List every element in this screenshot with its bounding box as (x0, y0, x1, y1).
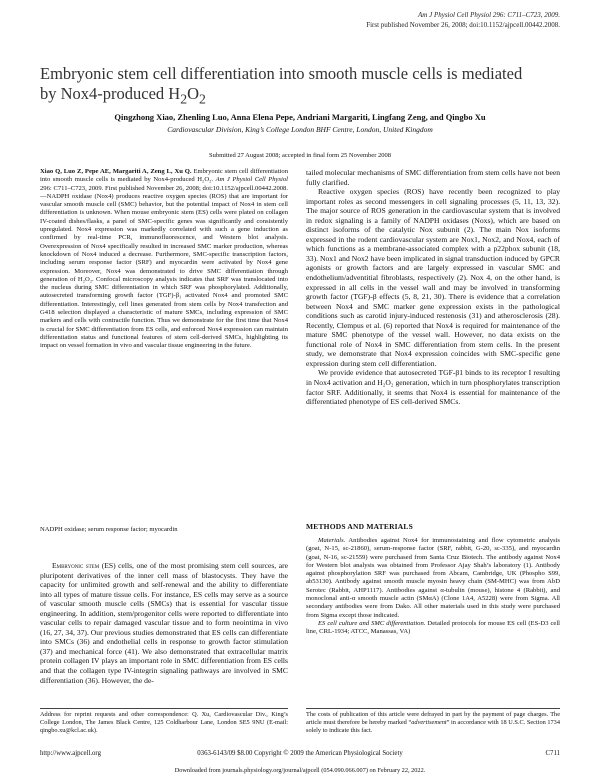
right-paragraph-2: Reactive oxygen species (ROS) have recently been recognized to play important roles as second messengers in cell signaling processes (5, 11, 13, 32). The major source of ROS generation in the cardiovascular system that is involved in redox signaling is a family of NADPH oxidases (Noxs), which are based on distinct isoforms of the catalytic Nox subunit (2). The main Nox isoforms expressed in the rodent cardiovascular system are Nox1, Nox2, and Nox4, each of which functions as a membrane-associated complex with a p22phox subunit (18, 33). Nox1 and Nox2 have been implicated in signal transduction induced by GPCR agonists or growth factors and are largely expressed in vascular SMC and endothelium/adventitial fibroblasts, respectively (2). Nox 4, on the other hand, is expressed in all cells in the vessel wall and may be involved in transforming growth factor (TGF)-β effects (5, 8, 21, 30). There is evidence that a correlation between Nox4 and SMC marker gene expression exists in the pathological conditions such as carotid injury-induced restenosis (31) and atherosclerosis (28). Recently, Clempus et al. (6) reported that Nox4 is required for maintenance of the mature SMC phenotype of the vessel wall. However, no data exists on the functional role of Nox4 in SMC differentiation from stem cells. In the present study, we demonstrate that Nox4 expression coincides with SMC-specific gene expression during stem cell differentiation. (306, 187, 560, 368)
culture-label: ES cell culture and SMC differentiation. (318, 619, 426, 627)
culture-text: Detailed protocols for mouse ES cell (ES-D3 cell line, CRL-1934; ATCC, Manassas, VA) (306, 619, 560, 636)
title-sub: 2 (180, 91, 188, 107)
methods-heading: METHODS AND MATERIALS (306, 522, 413, 531)
publication-cost-footnote (306, 711, 560, 735)
download-notice: Downloaded from journals.physiology.org/journal/ajpcell (054.090.066.007) on February 22, 2022. (174, 767, 426, 774)
affiliation: Cardiovascular Division, King’s College London BHF Centre, London, United Kingdom (167, 125, 433, 134)
correspondence-footnote: Address for reprint requests and other correspondence: Q. Xu, Cardiovascular Div., King’s College London, The James Black Centre, 125 Coldharbour Lane, London SE5 9NU (E-mail: qingbo.xu@kcl.ac.uk). (40, 711, 288, 734)
first-published-line: First published November 26, 2008; doi:10.1152/ajpcell.00442.2008. (366, 21, 560, 29)
intro-lead: Embryonic stem (52, 561, 100, 570)
intro-text: (ES) cells, one of the most promising stem cell sources, are pluripotent derivatives of the inner cell mass of blastocysts. They have the capacity for unlimited growth and self-renewal and the ability to differentiate into all types of mature tissue cells. For instance, ES cells may serve as a source of vascular smooth muscle cells (SMCs) that is essential for vascular tissue engineering. In addition, stem/progenitor cells were reported to differentiate into vascular cells to repair damaged vascular tissue and to form neointima in vivo (16, 27, 34, 37). Our previous studies demonstrated that ES cells can differentiate into SMCs (36) and endothelial cells in response to growth factor stimulation (37) and mechanical force (41). We also demonstrated that extracellular matrix protein collagen IV plays an important role in SMC differentiation from ES cells and that the collagen type IV-integrin signaling pathways are involved in SMC differentiation (36). However, the de- (40, 561, 288, 685)
author-list: Qingzhong Xiao, Zhenling Luo, Anna Elena Pepe, Andriani Margariti, Lingfang Zeng, and Qingbo Xu (114, 112, 486, 122)
abstract-body: NADPH oxidase (Nox4) produces reactive oxygen species (ROS) that are important for vascular smooth muscle cell (SMC) behavior, but the potential impact of Nox4 in stem cell differentiation is unknown. When mouse embryonic stem (ES) cells were plated on collagen IV-coated dishes/flasks, a panel of SMC-specific genes was significantly and consistently upregulated. Nox4 expression was markedly correlated with such a gene induction as confirmed by real-time PCR, immunofluorescence, and Western blot analysis. Overexpression of Nox4 specifically resulted in increased SMC marker production, whereas knockdown of Nox4 induced a decrease. Furthermore, SMC-specific transcription factors, including serum response factor (SRF) and myocardin were activated by Nox4 gene expression. Moreover, Nox4 was demonstrated to drive SMC differentiation through generation of H₂O₂. Confocal microscopy analysis indicates that SRF was translocated into the nucleus during SMC differentiation in which SRF was phosphorylated. Additionally, autosecreted transforming growth factor (TGF)-β₁ activated Nox4 and promoted SMC differentiation. Interestingly, cell lines generated from stem cells by Nox4 transfection and G418 selection displayed a characteristic of mature SMCs, including expression of SMC markers and cells with contractile function. Thus we demonstrate for the first time that Nox4 is crucial for SMC differentiation from ES cells, and enforced Nox4 expression can maintain differentiation status and functional features of stem cell-derived SMCs, highlighting its impact on vessel formation in vivo and vascular tissue engineering in the future. (40, 192, 288, 350)
title-line-2: by Nox4-produced H (40, 84, 181, 103)
abstract-citation-title: Embryonic stem cell differentiation into smooth muscle cells is mediated by Nox4-produced H₂O₂. (40, 168, 288, 184)
abstract-citation-authors: Xiao Q, Luo Z, Pepe AE, Margariti A, Zeng L, Xu Q. (40, 168, 192, 175)
page-number: C711 (545, 750, 560, 757)
right-column-intro (306, 168, 560, 407)
title-o: O (187, 84, 200, 103)
abstract (40, 168, 288, 351)
abstract-citation-journal: Am J Physiol Cell Physiol (215, 176, 289, 184)
title-line-1: Embryonic stem cell differentiation into smooth muscle cells is mediated (40, 64, 523, 83)
footnote-rule-left (40, 708, 288, 709)
keywords: NADPH oxidase; serum response factor; myocardin (40, 526, 178, 533)
right-paragraph-1: tailed molecular mechanisms of SMC differentiation from stem cells have not been fully clarified. (306, 168, 560, 187)
submission-dates: Submitted 27 August 2008; accepted in final form 25 November 2008 (209, 152, 391, 159)
abstract-citation-doi: 296: C711–C723, 2009. First published November 26, 2008; doi:10.1152/ajpcell.00442.2008.— (40, 184, 288, 200)
introduction (40, 561, 288, 685)
journal-citation: Am J Physiol Cell Physiol 296: C711–C723, 2009. (418, 11, 560, 19)
journal-url-link[interactable]: http://www.ajpcell.org (40, 750, 101, 757)
copyright-line: 0363-6143/09 $8.00 Copyright © 2009 the American Physiological Society (197, 750, 403, 757)
materials-label: Materials. (318, 537, 346, 544)
methods-section (306, 537, 560, 637)
cost-text-prefix: The costs of publication of this article were defrayed in part by the payment of page charges. The article must therefore be hereby marked “ (306, 711, 560, 726)
advertisement-word: advertisement (411, 719, 447, 726)
footnote-rule-right (306, 708, 560, 709)
cost-text-suffix: ” in accordance with 18 U.S.C. Section 1734 solely to indicate this fact. (306, 719, 560, 734)
title-sub-2: 2 (199, 91, 206, 107)
journal-header (366, 10, 560, 30)
article-title (40, 64, 560, 109)
right-paragraph-3: We provide evidence that autosecreted TGF-β1 binds to its receptor I resulting in Nox4 activation and H₂O₂ generation, which in turn phosphorylates transcription factor SRF. Additionally, it seems that Nox4 is essential for maintenance of the differentiated phenotype of ES cell-derived SMCs. (306, 368, 560, 407)
materials-text: Antibodies against Nox4 for immunostaining and flow cytometric analysis (goat, N-15, sc-21860), serum-response factor (SRF, rabbit, G-20, sc-335), and myocardin (goat, N-16, sc-21559) were purchased from Santa Cruz Biotech. The antibody against Nox4 for Western blot analysis was obtained from Professor Ajay Shah’s laboratory (1). Antibody against phosphorylation SRF was purchased from Abcam, Cambridge, UK (Phospho S99, ab53130). Antibody against smooth muscle myosin heavy chain (SM-MHC) was from AbD Serotec (Rabbit, AHP1117). Antibodies against α-tubulin (mouse), histone 4 (Rabbit), and monoclonal anti-α smooth muscle actin (SMαA) (Clone 1A4, A5228) were from Sigma. All secondary antibodies were from Dako. All other materials used in this study were purchased from Sigma except those indicated. (306, 537, 560, 619)
